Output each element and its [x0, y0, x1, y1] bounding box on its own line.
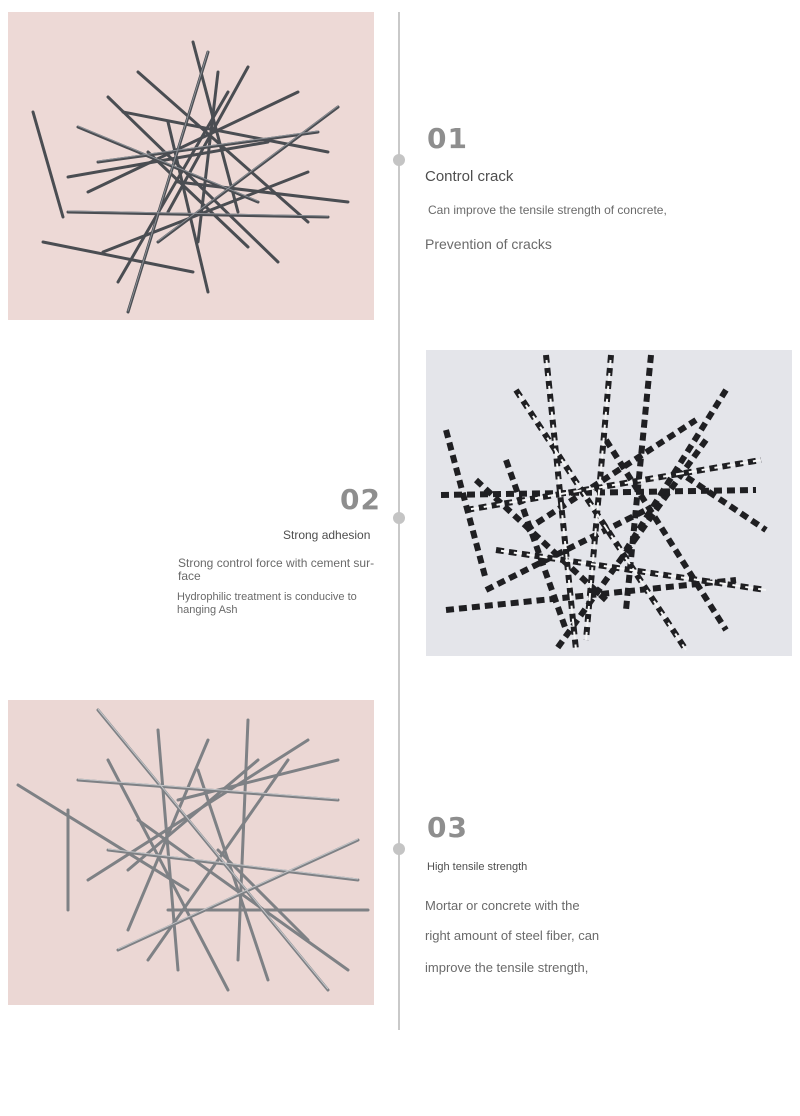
- steel-fiber-photo-3: [8, 700, 374, 1005]
- section-3-line-1: Mortar or concrete with the: [425, 898, 580, 913]
- section-2-line-2: Hydrophilic treatment is conducive to hanging Ash: [177, 591, 357, 616]
- steel-fiber-photo-2: [426, 350, 792, 656]
- steel-fiber-photo-1: [8, 12, 374, 320]
- section-1-line-1: Can improve the tensile strength of concrete,: [428, 203, 667, 217]
- section-3-title: High tensile strength: [427, 861, 528, 873]
- timeline-dot-3: [393, 843, 405, 855]
- section-2-line-1: Strong control force with cement sur-face: [178, 556, 375, 583]
- section-3-line-2: right amount of steel fiber, can: [425, 928, 600, 943]
- section-1-line-2: Prevention of cracks: [425, 236, 552, 252]
- section-1-number: 01: [427, 122, 468, 155]
- section-3-number: 03: [427, 811, 468, 844]
- section-2-number: 02: [340, 483, 381, 516]
- timeline-dot-1: [393, 154, 405, 166]
- timeline-dot-2: [393, 512, 405, 524]
- section-1-title: Control crack: [425, 168, 514, 185]
- section-3-line-3: improve the tensile strength,: [425, 960, 589, 975]
- section-2-title: Strong adhesion: [283, 528, 371, 542]
